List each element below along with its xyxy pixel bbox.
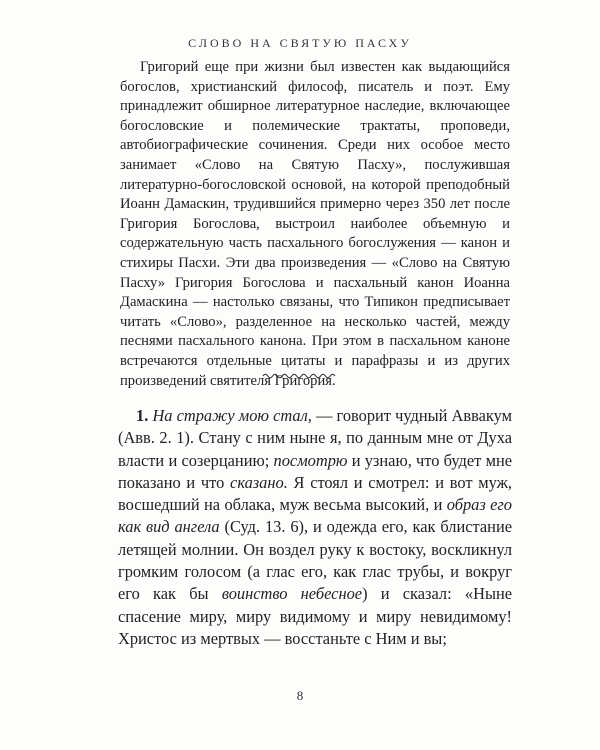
italic-segment: образ его как вид ангела <box>118 495 512 537</box>
text-segment: — говорит чудный Аввакум (Авв. 2. 1). Стану с ним ныне я, по данным мне от Духа власти и созерцанию; <box>118 406 512 470</box>
text-segment: и узнаю, что будет мне показано и что <box>118 450 513 492</box>
italic-segment: воинство небесное <box>221 584 363 604</box>
text-segment: Я стоял и смотрел: и вот муж, восшедший на облака, муж весьма высокий, и <box>118 472 512 515</box>
wavy-divider-icon <box>262 371 338 381</box>
italic-segment: сказано. <box>230 472 288 492</box>
running-head: СЛОВО НА СВЯТУЮ ПАСХУ <box>188 36 412 50</box>
quote-italic: На стражу мою стал, <box>152 406 312 425</box>
section-number: 1. <box>136 406 149 425</box>
text-segment: (Суд. 13. 6), и одежда его, как блистание летящей молнии. Он воздел руку к востоку, воскликнул громким голосом (а глас его, как глас трубы, и вокруг его как бы <box>118 517 512 604</box>
intro-paragraph: Григорий еще при жизни был известен как выдающийся богослов, христианский философ, писатель и поэт. Ему принадлежит обширное литературное наследие, включающее богословские и полемические трактаты, проповеди, автобиографические сочинения. Среди них особое место занимает «Слово на Святую Пасху», послужившая литературно-богословской основой, на которой преподобный Иоанн Дамаскин, трудившийся примерно через 350 лет после Григория Богослова, выстроил наиболее объемную и содержательную часть пасхального богослужения — канон и стихиры Пасхи. Эти два произведения — «Слово на Святую Пасху» Григория Богослова и пасхальный канон Иоанна Дамаскина — настолько связаны, что Типикон предписывает читать «Слово», разделенное на несколько частей, между песнями пасхального канона. При этом в пасхальном каноне встречаются отдельные цитаты и парафразы и из других произведений святителя Григория. <box>120 59 510 389</box>
page-number: 8 <box>296 688 304 703</box>
section-1-paragraph <box>118 405 512 650</box>
italic-segment: посмотрю <box>273 450 348 470</box>
text-segment: ) и сказал: «Ныне спасение миру, миру видимому и миру невидимому! Христос из мертвых — восстаньте с Ним и вы; <box>118 584 512 648</box>
